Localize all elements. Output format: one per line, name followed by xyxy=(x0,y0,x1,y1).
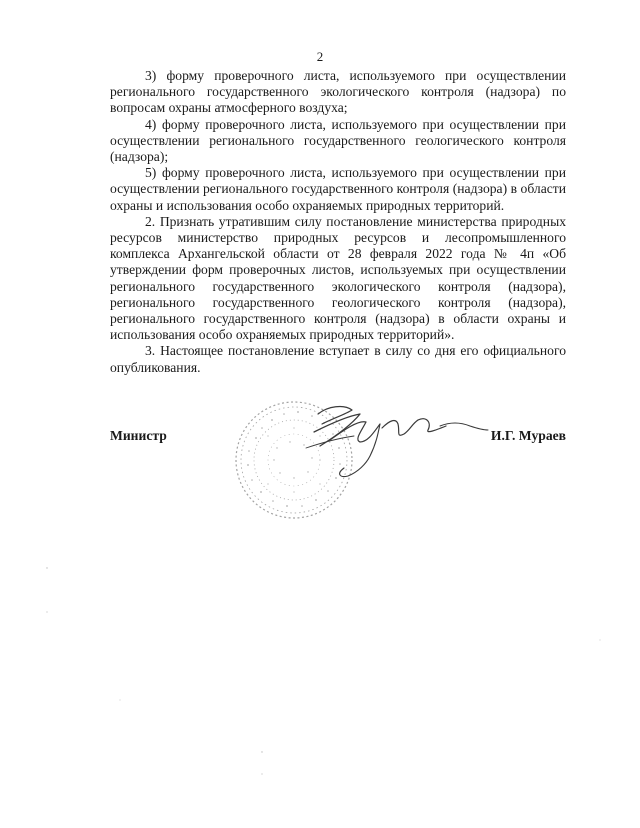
paragraph-item-3-air: 3) форму проверочного листа, используемого при осуществлении регионального государственного экологического контроля (надзора) по вопросам охраны атмосферного воздуха; xyxy=(110,68,566,116)
signatory-title: Министр xyxy=(110,428,167,443)
paragraph-item-4-geology: 4) форму проверочного листа, используемого при осуществлении при осуществлении регионального государственного геологического контроля (надзора); xyxy=(110,116,566,165)
page-number: 2 xyxy=(316,49,324,64)
paragraph-item-5-protected-areas: 5) форму проверочного листа, используемого при осуществлении при осуществлении регионального государственного контроля (надзора) в области охраны и использования особо охраняемых природных территорий. xyxy=(110,165,566,213)
paragraph-repeal-clause: 2. Признать утратившим силу постановление министерства природных ресурсов министерство природных ресурсов и лесопромышленного комплекса Архангельской области от 28 февраля 2022 года № 4п «Об утверждении форм проверочных листов, используемых при осуществлении регионального государственного экологического контроля (надзора), регионального государственного геологического контроля (надзора), регионального государственного контроля (надзора) в области охраны и использования особо охраняемых природных территорий». xyxy=(110,213,566,343)
signatory-name: И.Г. Мураев xyxy=(490,428,566,443)
paragraph-effective-date: 3. Настоящее постановление вступает в силу со дня его официального опубликования. xyxy=(110,343,566,375)
